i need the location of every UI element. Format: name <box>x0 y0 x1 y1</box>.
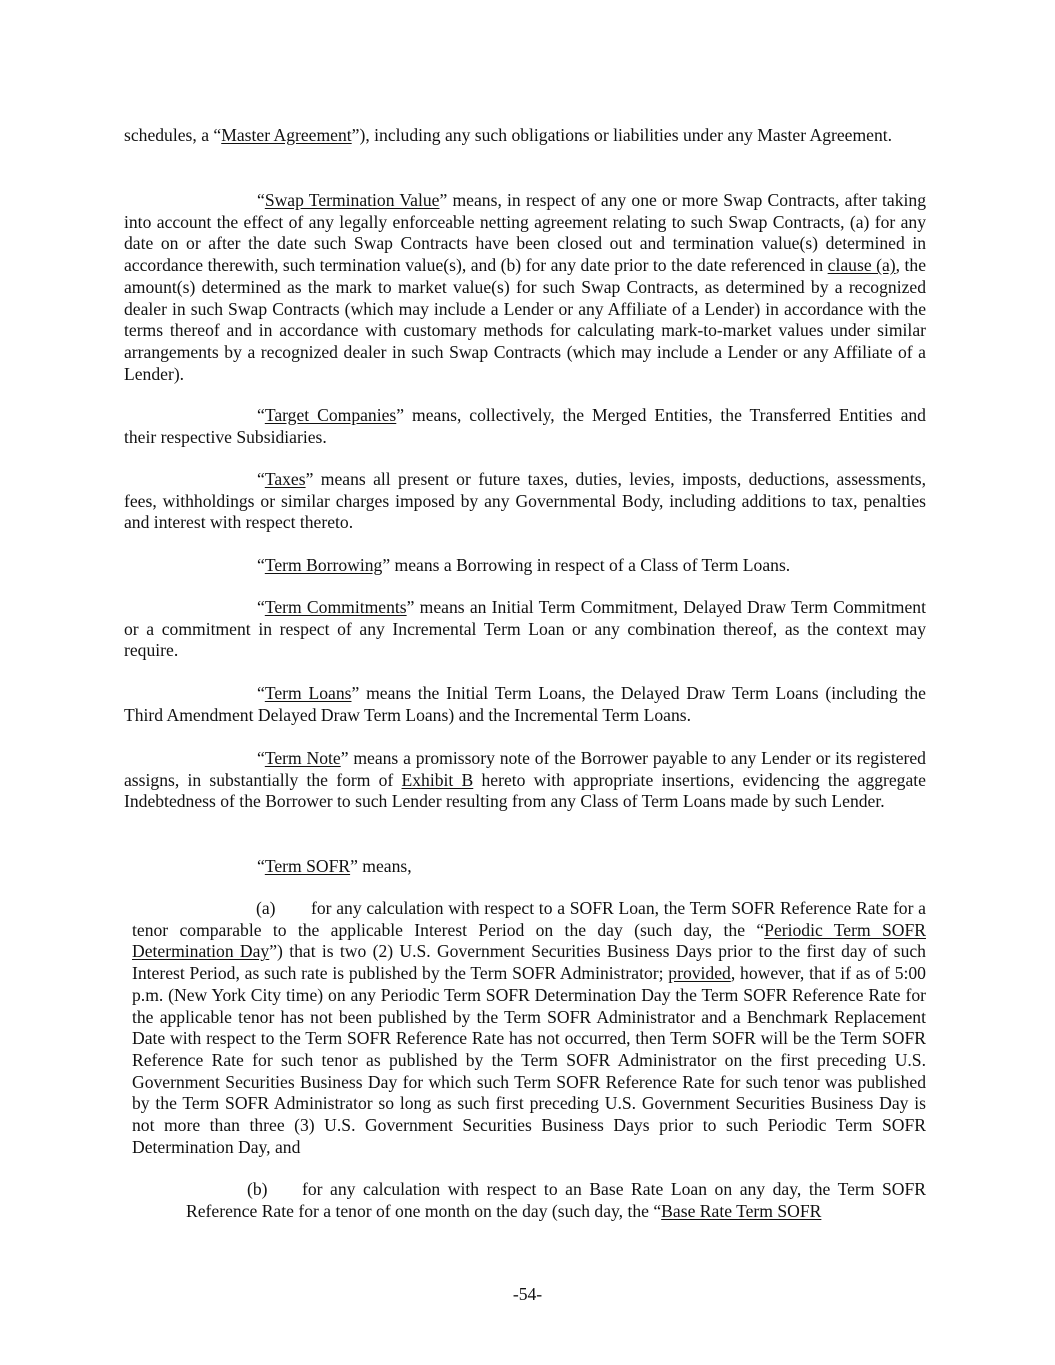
text: schedules, a “ <box>124 125 222 145</box>
text: ” means, in respect of any one or more Swap Contracts, after taking into account the effect of any legally enforceable netting agreement relating to such Swap Contracts, (a) for any date on or after the date such Swap Contracts have been closed out and termination value(s) determined in accordance therewith, such termination value(s), and (b) for any date prior to the date referenced in <box>124 190 926 276</box>
defined-term-swap-termination-value: Swap Termination Value <box>264 190 440 210</box>
clause-number-a: (a) <box>256 898 276 918</box>
text: ”), including any such obligations or liabilities under any Master Agreement. <box>351 125 893 145</box>
text: ” means the Initial Term Loans, the Delayed Draw Term Loans (including the Third Amendment Delayed Draw Term Loans) and the Incremental Term Loans. <box>124 683 926 725</box>
defined-term-term-commitments: Term Commitments <box>264 597 407 617</box>
defined-term-base-rate-term-sofr: Base Rate Term SOFR <box>661 1200 822 1221</box>
text: ” means, <box>350 856 412 876</box>
definition-term-note <box>124 748 926 813</box>
text: , the amount(s) determined as the mark to market value(s) for such Swap Contracts, as determined by a recognized dealer in such Swap Contracts (which may include a Lender or any Affiliate of a Lender) in accordance with the terms thereof and in accordance with customary methods for calculating mark-to-market values under similar arrangements by a recognized dealer in such Swap Contracts (which may include a Lender or any Affiliate of a Lender). <box>124 255 927 384</box>
text: ” means a promissory note of the Borrower payable to any Lender or its registered assigns, in substantially the form of <box>124 748 926 790</box>
text: “ <box>257 405 265 425</box>
text: “ <box>257 683 265 703</box>
text: ” means an Initial Term Commitment, Delayed Draw Term Commitment or a commitment in respect of any Incremental Term Loan or any combination thereof, as the context may require. <box>124 597 926 661</box>
text: ” means all present or future taxes, duties, levies, imposts, deductions, assessments, fees, withholdings or similar charges imposed by any Governmental Body, including additions to tax, penalties and interest with respect thereto. <box>124 469 926 533</box>
defined-term-master-agreement: Master Agreement <box>221 125 352 145</box>
definition-term-borrowing <box>124 555 926 577</box>
text: “ <box>257 190 265 210</box>
definition-swap-termination-value <box>124 190 926 385</box>
text: ” means a Borrowing in respect of a Class of Term Loans. <box>382 555 791 575</box>
reference-clause-a: clause (a) <box>827 255 896 276</box>
definition-term-commitments <box>124 597 926 662</box>
text: for any calculation with respect to a SOFR Loan, the Term SOFR Reference Rate for a tenor comparable to the applicable Interest Period on the day (such day, the “ <box>132 898 926 940</box>
defined-term-target-companies: Target Companies <box>264 405 397 425</box>
proviso-provided: provided <box>668 963 731 984</box>
definition-term-loans <box>124 683 926 726</box>
text: , however, that if as of 5:00 p.m. (New York City time) on any Periodic Term SOFR Determination Day the Term SOFR Reference Rate for the applicable tenor has not been published by the Term SOFR Administrator and a Benchmark Replacement Date with respect to the Term SOFR Reference Rate has not occurred, then Term SOFR will be the Term SOFR Reference Rate for such tenor as published by the Term SOFR Administrator on the first preceding U.S. Government Securities Business Day for which such Term SOFR Reference Rate for such tenor was published by the Term SOFR Administrator so long as such first preceding U.S. Government Securities Business Day is not more than three (3) U.S. Government Securities Business Days prior to such Periodic Term SOFR Determination Day, and <box>132 963 926 1157</box>
defined-term-term-loans: Term Loans <box>264 683 352 703</box>
text: “ <box>257 856 265 876</box>
term-sofr-clause-a <box>132 898 926 1158</box>
text: ” means, collectively, the Merged Entities, the Transferred Entities and their respective Subsidiaries. <box>124 405 926 447</box>
paragraph-master-agreement <box>124 125 926 147</box>
text: for any calculation with respect to an Base Rate Loan on any day, the Term SOFR Reference Rate for a tenor of one month on the day (such day, the “ <box>186 1179 926 1221</box>
text: “ <box>257 748 265 768</box>
defined-term-taxes: Taxes <box>264 469 306 489</box>
term-sofr-clause-b <box>186 1179 926 1222</box>
defined-term-term-borrowing: Term Borrowing <box>264 555 383 575</box>
reference-exhibit-b: Exhibit B <box>401 769 474 790</box>
text: “ <box>257 597 265 617</box>
definition-taxes <box>124 469 926 534</box>
defined-term-periodic-term-sofr-determination-day: Periodic Term SOFR Determination Day <box>132 919 926 962</box>
defined-term-term-note: Term Note <box>264 748 341 768</box>
definition-target-companies <box>124 405 926 448</box>
text: ”) that is two (2) U.S. Government Securities Business Days prior to the first day of such Interest Period, as such rate is published by the Term SOFR Administrator; <box>132 941 926 984</box>
text: “ <box>257 555 265 575</box>
text: hereto with appropriate insertions, evidencing the aggregate Indebtedness of the Borrower to such Lender resulting from any Class of Term Loans made by such Lender. <box>124 769 926 812</box>
page-number: -54- <box>512 1284 543 1304</box>
clause-number-b: (b) <box>247 1179 268 1199</box>
definition-term-sofr <box>124 856 926 878</box>
text: “ <box>257 469 265 489</box>
defined-term-term-sofr: Term SOFR <box>264 856 351 876</box>
